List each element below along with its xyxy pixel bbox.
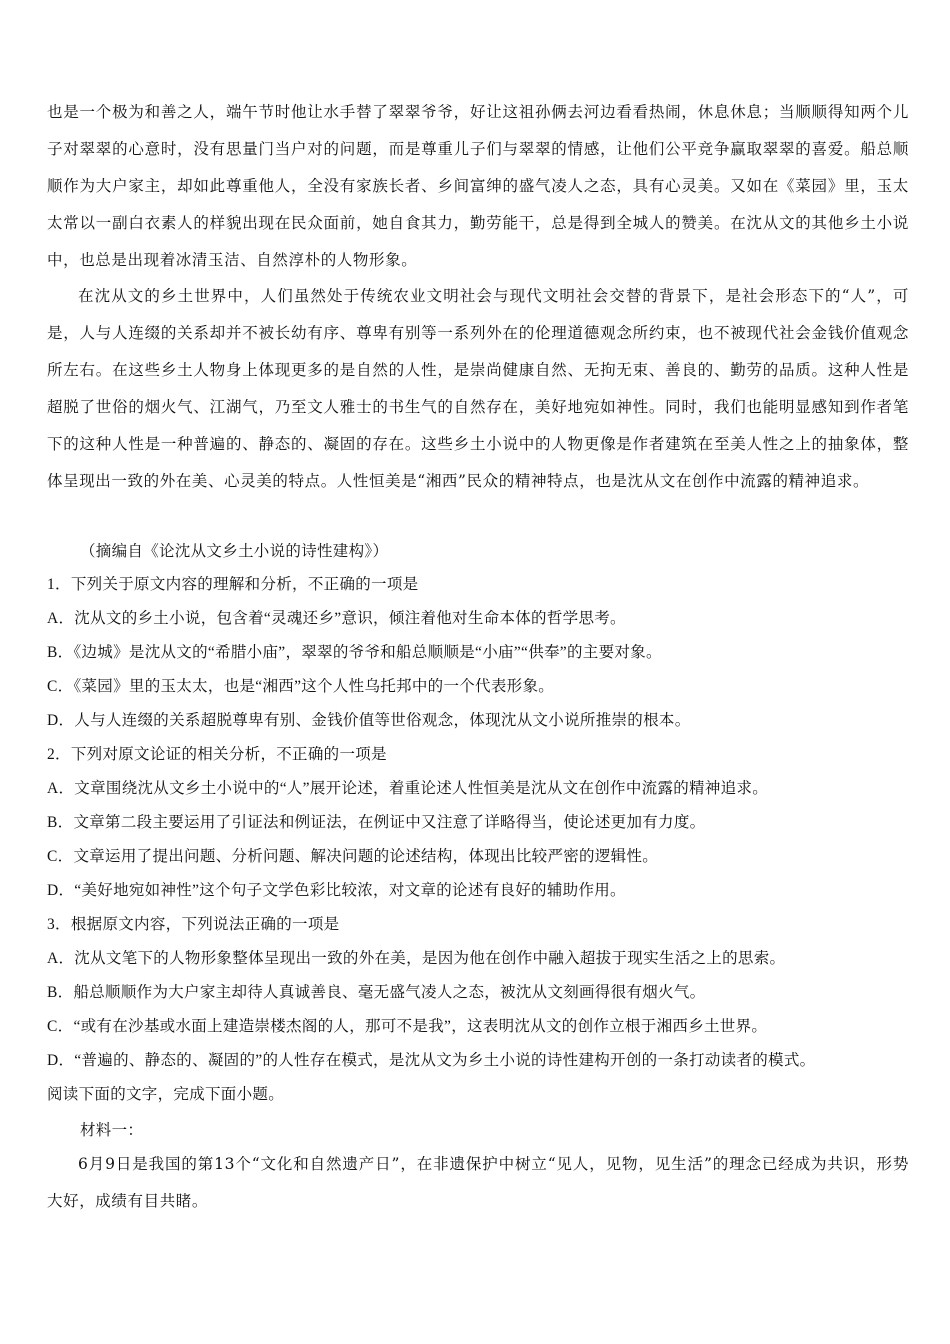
question-2-option-d: D．“美好地宛如神性”这个句子文学色彩比较浓，对文章的论述有良好的辅助作用。 (47, 882, 626, 899)
article-source: （摘编自《论沈从文乡土小说的诗性建构》） (80, 543, 389, 560)
article-paragraph-2: 在沈从文的乡土世界中，人们虽然处于传统农业文明社会与现代文明社会交替的背景下，是社会形态下的“人”，可是，人与人连缀的关系却并不被长幼有序、尊卑有别等一系列外在的伦理道德观念所约束，也不被现代社会金钱价值观念所左右。在这些乡土人物身上体现更多的是自然的人性，是崇尚健康自然、无拘无束、善良的、勤劳的品质。这种人性是超脱了世俗的烟火气、江湖气，乃至文人雅士的书生气的自然存在，美好地宛如神性。同时，我们也能明显感知到作者笔下的这种人性是一种普遍的、静态的、凝固的存在。这些乡土小说中的人物更像是作者建筑在至美人性之上的抽象体，整体呈现出一致的外在美、心灵美的特点。人性恒美是“湘西”民众的精神特点，也是沈从文在创作中流露的精神追求。 (47, 287, 909, 490)
question-1-stem: 1．下列关于原文内容的理解和分析，不正确的一项是 (47, 576, 419, 593)
question-3-stem: 3．根据原文内容，下列说法正确的一项是 (47, 916, 340, 933)
question-3-option-c: C．“或有在沙基或水面上建造崇楼杰阁的人，那可不是我”，这表明沈从文的创作立根于湘西乡土世界。 (47, 1018, 768, 1035)
question-3-option-a: A．沈从文笔下的人物形象整体呈现出一致的外在美，是因为他在创作中融入超拔于现实生活之上的思索。 (47, 950, 786, 967)
question-1-option-a: A．沈从文的乡土小说，包含着“灵魂还乡”意识，倾注着他对生命本体的哲学思考。 (47, 610, 626, 627)
question-2-option-c: C．文章运用了提出问题、分析问题、解决问题的论述结构，体现出比较严密的逻辑性。 (47, 848, 659, 865)
article-paragraph-1: 也是一个极为和善之人，端午节时他让水手替了翠翠爷爷，好让这祖孙俩去河边看看热闹，休息休息；当顺顺得知两个儿子对翠翠的心意时，没有思量门当户对的问题，而是尊重儿子们与翠翠的情感，让他们公平竞争赢取翠翠的喜爱。船总顺顺作为大户家主，却如此尊重他人，全没有家族长者、乡间富绅的盛气凌人之态，具有心灵美。又如在《菜园》里，玉太太常以一副白衣素人的样貌出现在民众面前，她自食其力，勤劳能干，总是得到全城人的赞美。在沈从文的其他乡土小说中，也总是出现着冰清玉洁、自然淳朴的人物形象。 (47, 103, 909, 269)
question-1-option-c: C．《菜园》里的玉太太，也是“湘西”这个人性乌托邦中的一个代表形象。 (47, 678, 555, 695)
reading-instruction: 阅读下面的文字，完成下面小题。 (47, 1086, 285, 1103)
question-1-option-b: B．《边城》是沈从文的“希腊小庙”，翠翠的爷爷和船总顺顺是“小庙”“供奉”的主要对象。 (47, 644, 662, 661)
question-3-option-d: D．“普遍的、静态的、凝固的”的人性存在模式，是沈从文为乡土小说的诗性建构开创的一条打动读者的模式。 (47, 1052, 816, 1069)
question-2-stem: 2．下列对原文论证的相关分析，不正确的一项是 (47, 746, 387, 763)
question-2-option-a: A．文章围绕沈从文乡土小说中的“人”展开论述，着重论述人性恒美是沈从文在创作中流露的精神追求。 (47, 780, 769, 797)
question-3-option-b: B．船总顺顺作为大户家主却待人真诚善良、毫无盛气凌人之态，被沈从文刻画得很有烟火气。 (47, 984, 706, 1001)
material-label: 材料一： (80, 1122, 144, 1139)
question-2-option-b: B．文章第二段主要运用了引证法和例证法，在例证中又注意了详略得当，使论述更加有力度。 (47, 814, 706, 831)
material-paragraph: 6月9日是我国的第13个“文化和自然遗产日”，在非遗保护中树立“见人，见物，见生活”的理念已经成为共识，形势大好，成绩有目共睹。 (47, 1155, 909, 1210)
question-1-option-d: D．人与人连缀的关系超脱尊卑有别、金钱价值等世俗观念，体现沈从文小说所推崇的根本。 (47, 712, 691, 729)
